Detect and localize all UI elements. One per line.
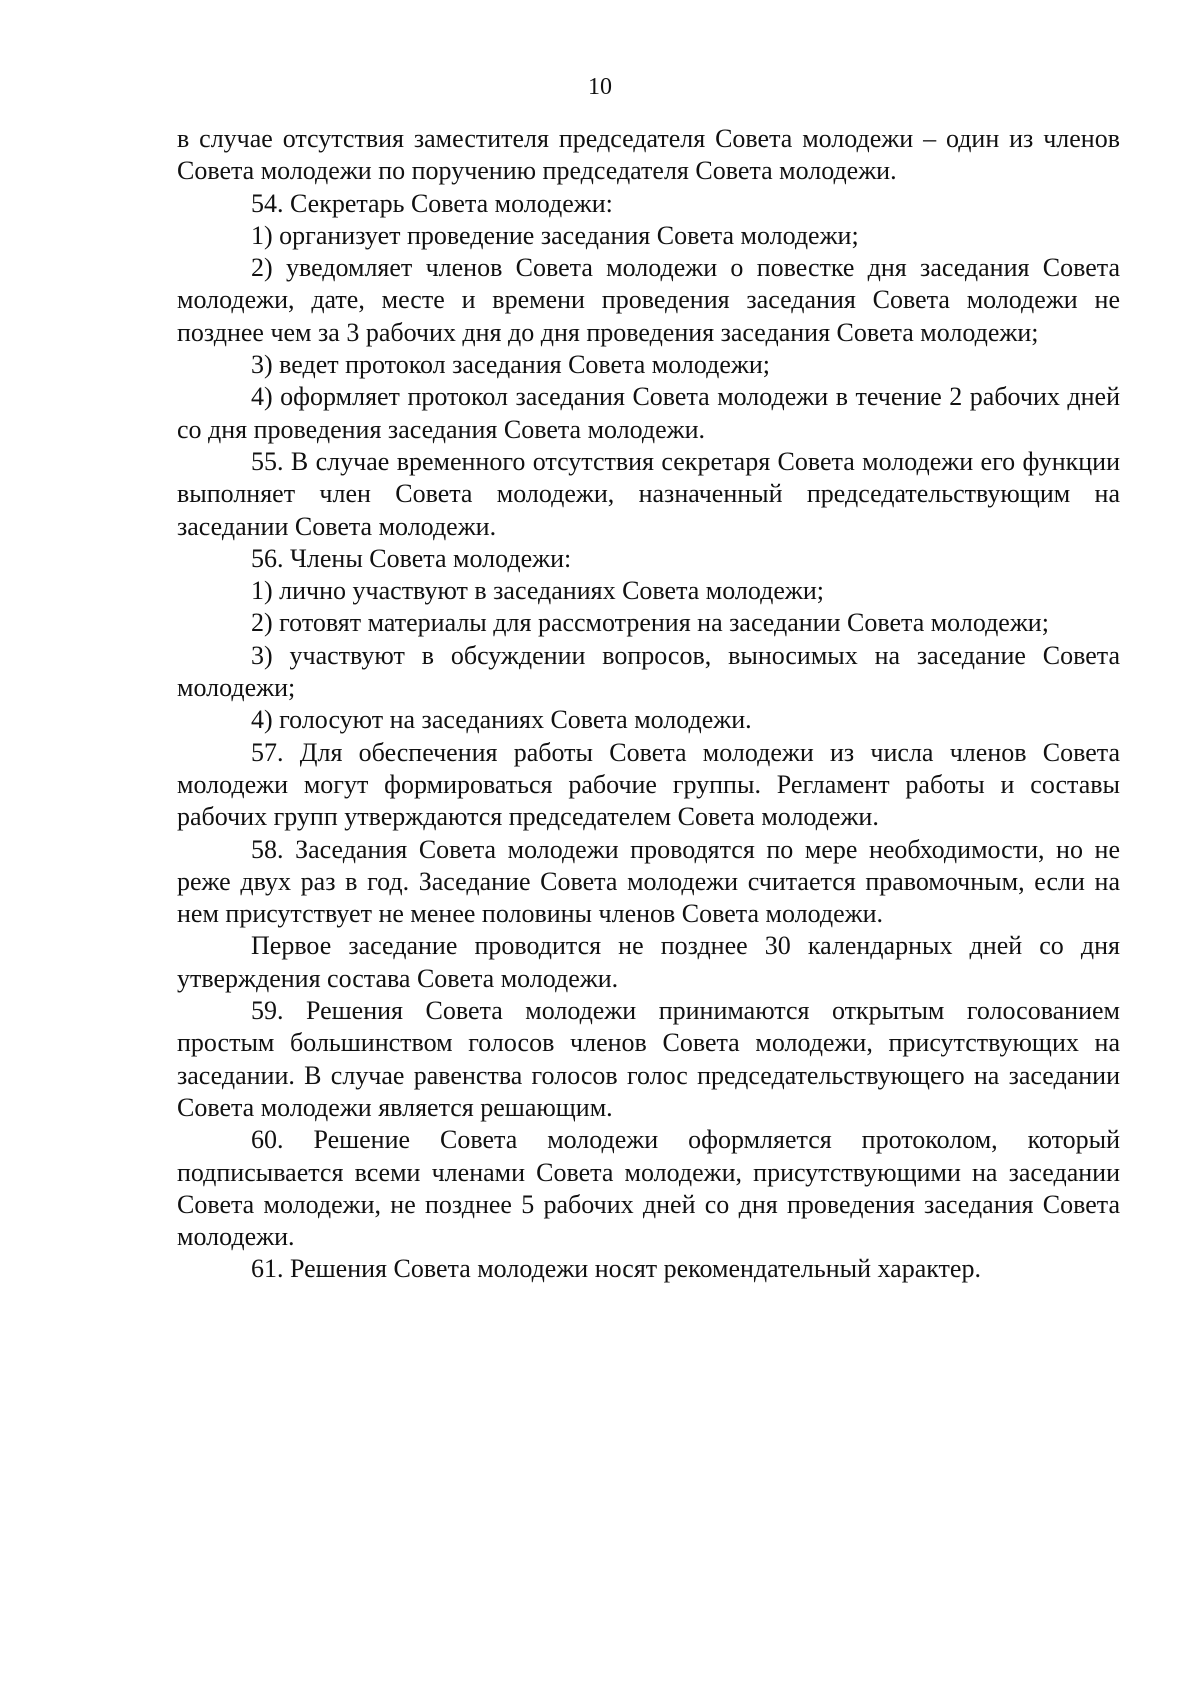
paragraph-59: 59. Решения Совета молодежи принимаются открытым голосованием простым большинством голосов членов Совета молодежи, присутствующих на заседании. В случае равенства голосов голос председательствующего на заседании Совета молодежи является решающим. [177, 996, 1120, 1122]
paragraph-60: 60. Решение Совета молодежи оформляется протоколом, который подписывается всеми членами Совета молодежи, присутствующими на заседании Совета молодежи, не позднее 5 рабочих дней со дня проведения заседания Совета молодежи. [177, 1125, 1120, 1252]
paragraph-57: 57. Для обеспечения работы Совета молодежи из числа членов Совета молодежи могут формироваться рабочие группы. Регламент работы и составы рабочих групп утверждаются председателем Совета молодежи. [177, 737, 1120, 832]
paragraph-54-item-2: 2) уведомляет членов Совета молодежи о повестке дня заседания Совета молодежи, дате, месте и времени проведения заседания Совета молодежи не позднее чем за 3 рабочих дня до дня проведения заседания Совета молодежи; [177, 253, 1120, 347]
document-body [177, 123, 1120, 1286]
paragraph-56: 56. Члены Совета молодежи: [251, 543, 572, 573]
paragraph-61: 61. Решения Совета молодежи носят рекомендательный характер. [251, 1254, 981, 1284]
paragraph-54-item-1: 1) организует проведение заседания Совета молодежи; [251, 220, 859, 250]
paragraph-56-item-1: 1) лично участвуют в заседаниях Совета молодежи; [251, 576, 825, 606]
paragraph-54: 54. Секретарь Совета молодежи: [251, 188, 613, 218]
paragraph-56-item-4: 4) голосуют на заседаниях Совета молодежи. [251, 705, 752, 735]
paragraph-56-item-3: 3) участвуют в обсуждении вопросов, выносимых на заседание Совета молодежи; [177, 640, 1120, 703]
paragraph-continuation: в случае отсутствия заместителя председателя Совета молодежи – один из членов Совета молодежи по поручению председателя Совета молодежи. [177, 124, 1120, 186]
paragraph-54-item-4: 4) оформляет протокол заседания Совета молодежи в течение 2 рабочих дней со дня проведения заседания Совета молодежи. [177, 382, 1120, 444]
paragraph-58-first-meeting: Первое заседание проводится не позднее 30 календарных дней со дня утверждения состава Совета молодежи. [177, 931, 1120, 993]
paragraph-58: 58. Заседания Совета молодежи проводятся по мере необходимости, но не реже двух раз в год. Заседание Совета молодежи считается правомочным, если на нем присутствует не менее половины членов Совета молодежи. [177, 834, 1120, 929]
paragraph-54-item-3: 3) ведет протокол заседания Совета молодежи; [251, 350, 770, 380]
page-number: 10 [588, 74, 612, 100]
paragraph-56-item-2: 2) готовят материалы для рассмотрения на заседании Совета молодежи; [251, 608, 1049, 638]
paragraph-55: 55. В случае временного отсутствия секретаря Совета молодежи его функции выполняет член Совета молодежи, назначенный председательствующим на заседании Совета молодежи. [177, 446, 1120, 541]
